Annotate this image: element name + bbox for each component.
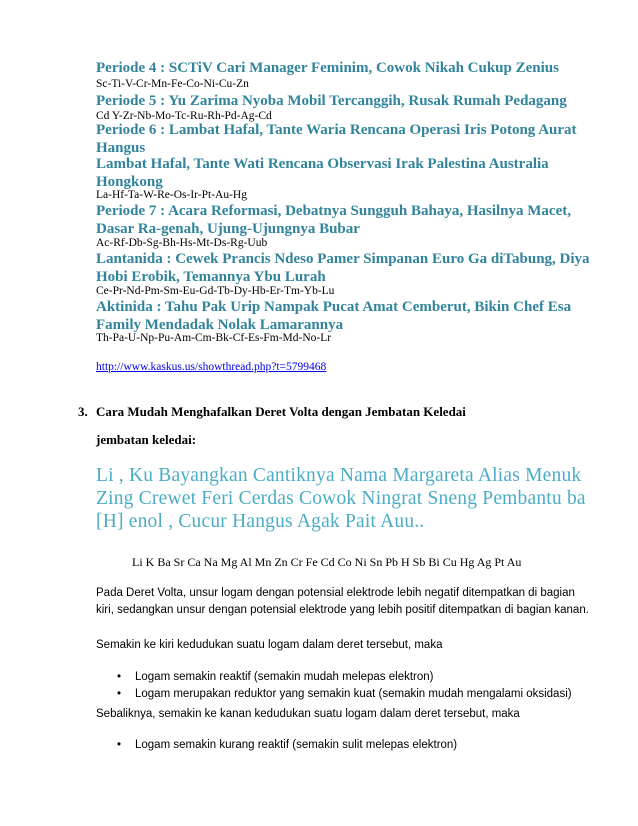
list-item: • Logam semakin reaktif (semakin mudah melepas elektron): [117, 669, 608, 686]
periode-7-title: Periode 7 : Acara Reformasi, Debatnya Sungguh Bahaya, Hasilnya Macet, Dasar Ra-genah, Ujung-Ujungnya Bubar: [96, 203, 571, 237]
periode-6-title: Periode 6 : Lambat Hafal, Tante Waria Rencana Operasi Iris Potong Aurat Hangus: [96, 122, 577, 156]
periode-5-title: Periode 5 : Yu Zarima Nyoba Mobil Tercanggih, Rusak Rumah Pedagang: [96, 93, 567, 109]
aktinida-elements: Th-Pa-U-Np-Pu-Am-Cm-Bk-Cf-Es-Fm-Md-No-Lr: [96, 332, 332, 344]
list-item: • Logam semakin kurang reaktif (semakin sulit melepas elektron): [117, 737, 608, 754]
section-subheading: jembatan keledai:: [96, 432, 197, 447]
mnemonic-text: Li , Ku Bayangkan Cantiknya Nama Margareta Alias Menuk Zing Crewet Feri Cerdas Cowok Ningrat Sneng Pembantu ba [H] enol , Cucur Hangus Agak Pait Auu..: [96, 465, 586, 532]
periode-7-elements: Ac-Rf-Db-Sg-Bh-Hs-Mt-Ds-Rg-Uub: [96, 237, 268, 249]
source-link[interactable]: http://www.kaskus.us/showthread.php?t=5799468: [96, 361, 327, 373]
bullet-icon: •: [117, 671, 122, 683]
bullet-icon: •: [117, 739, 122, 751]
section-heading: Cara Mudah Menghafalkan Deret Volta dengan Jembatan Keledai: [96, 404, 466, 419]
aktinida-title: Aktinida : Tahu Pak Urip Nampak Pucat Amat Cemberut, Bikin Chef Esa Family Mendadak Nolak Lamarannya: [96, 299, 572, 333]
periode-4-elements: Sc-Ti-V-Cr-Mn-Fe-Co-Ni-Cu-Zn: [96, 78, 249, 90]
bullet-list-left: [117, 669, 608, 703]
periode-6-elements: La-Hf-Ta-W-Re-Os-Ir-Pt-Au-Hg: [96, 189, 247, 201]
paragraph-right: Sebaliknya, semakin ke kanan kedudukan suatu logam dalam deret tersebut, maka: [96, 708, 520, 720]
lantanida-elements: Ce-Pr-Nd-Pm-Sm-Eu-Gd-Tb-Dy-Hb-Er-Tm-Yb-Lu: [96, 285, 335, 297]
bullet-list-right: [117, 737, 608, 754]
lantanida-title: Lantanida : Cewek Prancis Ndeso Pamer Simpanan Euro Ga diTabung, Diya Hobi Erobik, Temannya Ybu Lurah: [96, 251, 590, 285]
paragraph-left: Semakin ke kiri kedudukan suatu logam dalam deret tersebut, maka: [96, 639, 443, 651]
list-item: • Logam merupakan reduktor yang semakin kuat (semakin mudah mengalami oksidasi): [117, 686, 608, 703]
periode-4-title: Periode 4 : SCTiV Cari Manager Feminim, Cowok Nikah Cukup Zenius: [96, 60, 559, 76]
periode-5-elements: Cd Y-Zr-Nb-Mo-Tc-Ru-Rh-Pd-Ag-Cd: [96, 110, 272, 122]
paragraph-volta: Pada Deret Volta, unsur logam dengan potensial elektrode lebih negatif ditempatkan di bagian kiri, sedangkan unsur dengan potensial elektrode yang lebih positif ditempatkan di bagian kanan.: [96, 587, 589, 616]
bullet-icon: •: [117, 688, 122, 700]
periode-6-title-alt: Lambat Hafal, Tante Wati Rencana Observasi Irak Palestina Australia Hongkong: [96, 156, 549, 190]
volta-series: Li K Ba Sr Ca Na Mg Al Mn Zn Cr Fe Cd Co Ni Sn Pb H Sb Bi Cu Hg Ag Pt Au: [132, 555, 522, 569]
section-number: 3.: [78, 404, 88, 419]
